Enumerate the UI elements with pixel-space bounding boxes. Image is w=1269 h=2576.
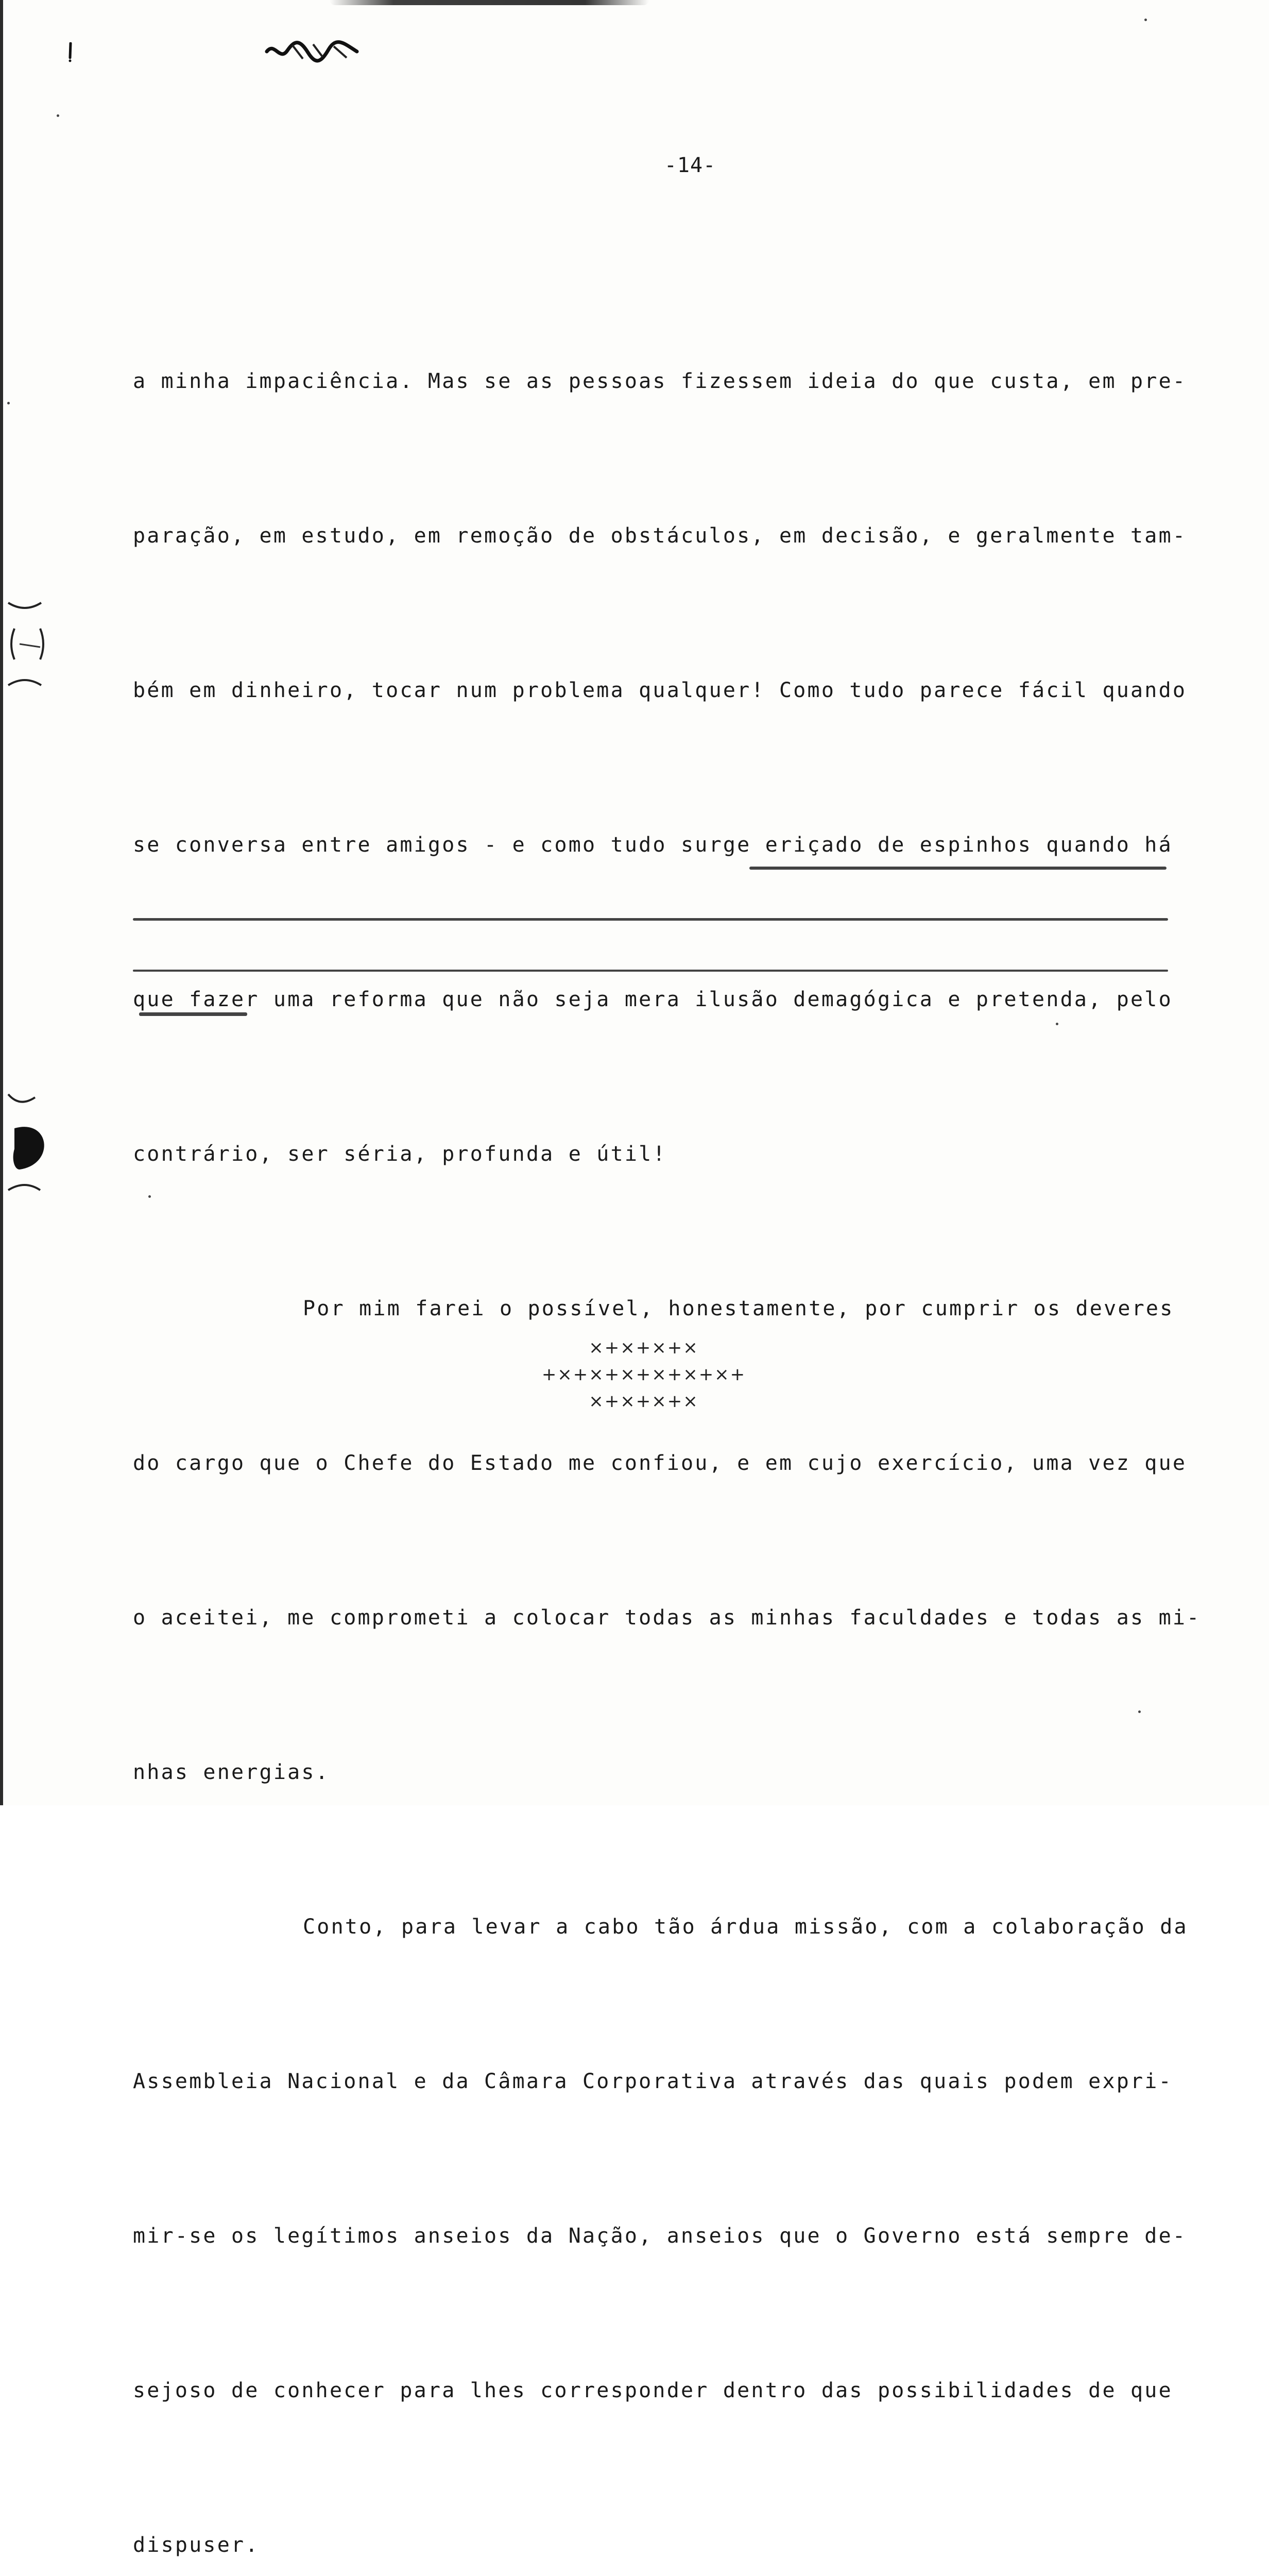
hand-underline: [139, 1012, 247, 1016]
ornament-line: ×+×+×+×: [589, 1391, 699, 1412]
scan-speck: [57, 114, 59, 117]
text-line: que fazer uma reforma que não seja mera ilusão demagógica e pretenda, pelo: [133, 988, 1173, 1011]
scan-smudge: [330, 0, 649, 5]
hand-underline: [749, 867, 1167, 870]
text-line: o aceitei, me comprometi a colocar todas as minhas faculdades e todas as mi-: [133, 1606, 1201, 1630]
text-line: se conversa entre amigos - e como tudo surge eriçado de espinhos quando há: [133, 833, 1173, 857]
scan-speck: [1138, 1710, 1141, 1713]
text-line: sejoso de conhecer para lhes corresponder dentro das possibilidades de que: [133, 2379, 1173, 2402]
text-line: dispuser.: [133, 2533, 260, 2557]
binder-clip-mark: [4, 598, 56, 690]
paragraph-start-line: Por mim farei o possível, honestamente, por cumprir os deveres: [303, 1297, 1174, 1320]
text-line: Assembleia Nacional e da Câmara Corporativa através das quais podem expri-: [133, 2070, 1173, 2093]
text-line: do cargo que o Chefe do Estado me confiou, e em cujo exercício, uma vez que: [133, 1451, 1187, 1475]
handwritten-scribble: [262, 36, 365, 67]
text-line: nhas energias.: [133, 1760, 330, 1784]
hand-underline: [133, 918, 1168, 921]
text-line: a minha impaciência. Mas se as pessoas fizessem ideia do que custa, em pre-: [133, 369, 1187, 393]
scan-speck: [1056, 1023, 1058, 1025]
hole-punch-mark: [4, 1087, 56, 1200]
text-line: paração, em estudo, em remoção de obstáculos, em decisão, e geralmente tam-: [133, 524, 1187, 548]
closing-ornament: [515, 1334, 773, 1415]
page-number: -14-: [664, 154, 716, 177]
text-line: contrário, ser séria, profunda e útil!: [133, 1142, 667, 1166]
text-line: bém em dinheiro, tocar num problema qualquer! Como tudo parece fácil quando: [133, 679, 1187, 702]
ornament-line: ×+×+×+×: [589, 1337, 699, 1358]
text-line: mir-se os legítimos anseios da Nação, anseios que o Governo está sempre de-: [133, 2224, 1187, 2248]
ink-tick-mark: [68, 42, 73, 63]
scan-speck: [1144, 19, 1147, 21]
scan-speck: [148, 1195, 151, 1198]
hand-underline: [133, 970, 1168, 972]
paragraph-start-line: Conto, para levar a cabo tão árdua missão, com a colaboração da: [303, 1915, 1188, 1939]
ornament-line: +×+×+×+×+×+×+: [541, 1364, 746, 1385]
binding-edge: [0, 0, 3, 1805]
scan-speck: [7, 402, 10, 404]
